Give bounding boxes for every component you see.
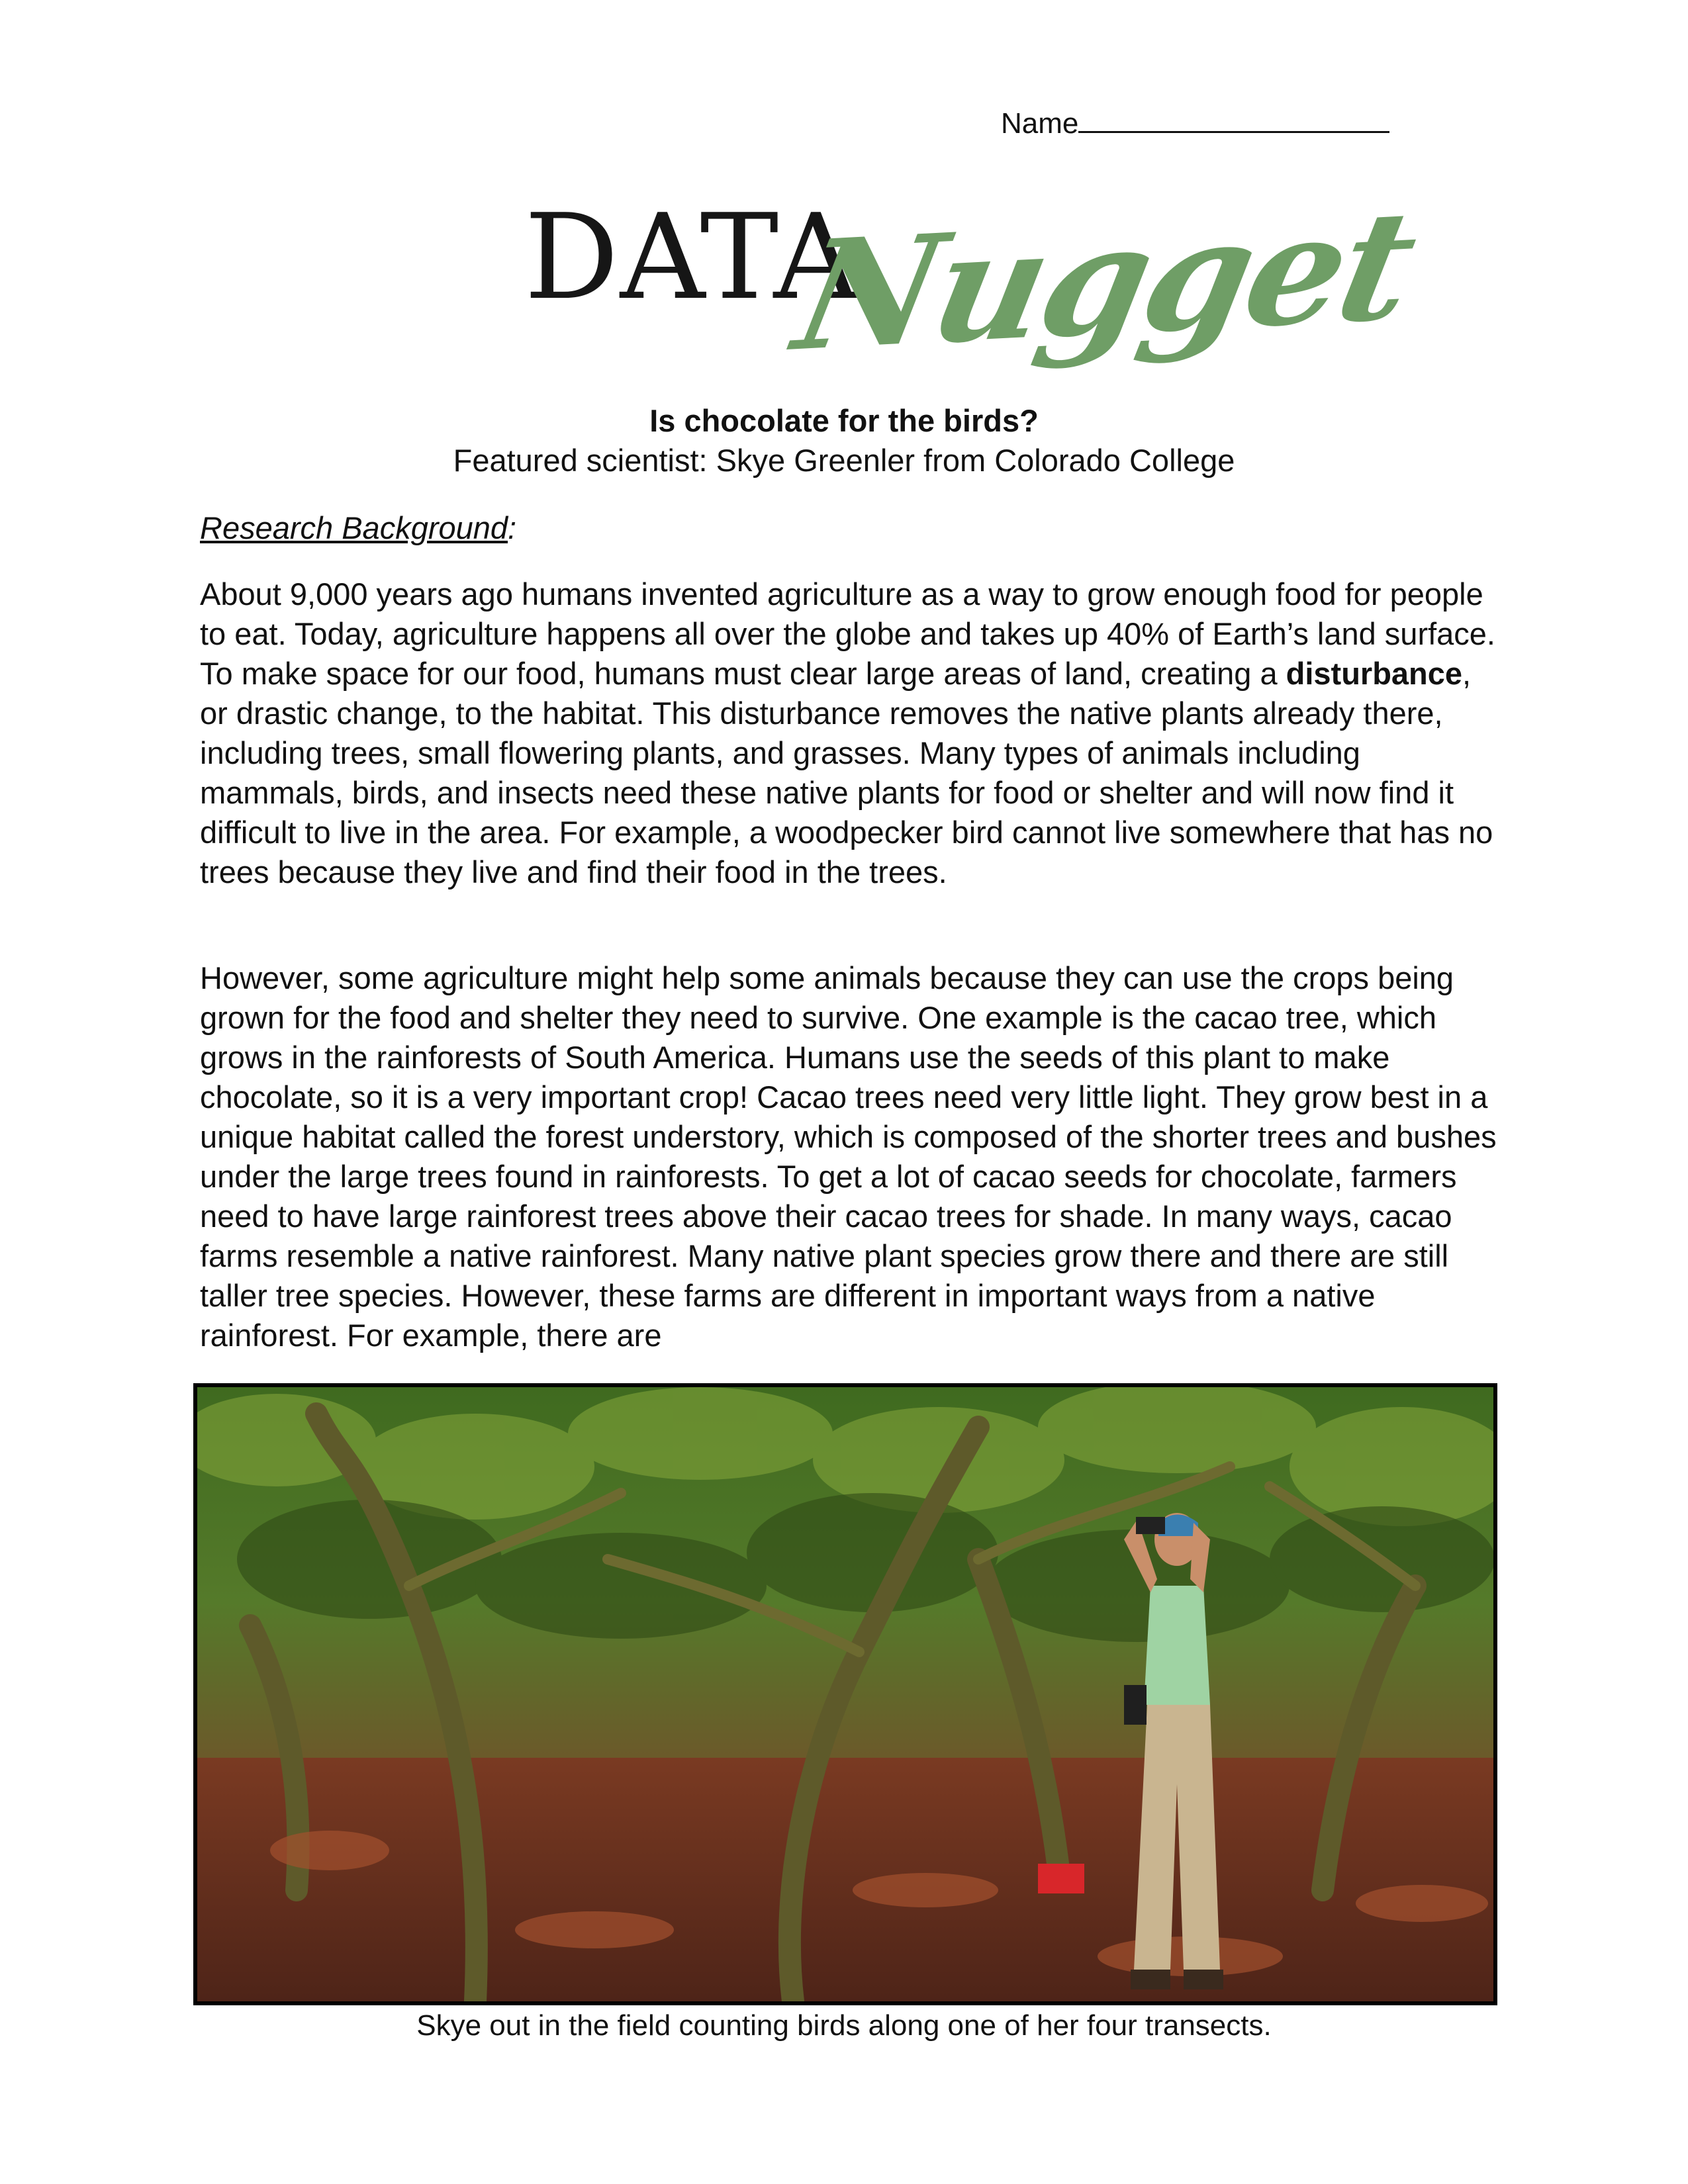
section-heading-text: Research Background [200,510,508,545]
paragraph-1-part-2: , or drastic change, to the habitat. This disturbance removes the native plants already there, including trees, small flowering plants, and grasses. Many types of animals including mammals, birds, and insects need these native plants for food or shelter and will now find it difficult to live in the area. For example, a woodpecker bird cannot live somewhere that has no trees because they live and find their food in the trees. [200,656,1493,889]
section-heading-colon: : [508,510,517,545]
photo-caption: Skye out in the field counting birds along one of her four transects. [416,2009,1272,2042]
section-heading [200,510,516,546]
data-nugget-logo [516,176,1427,404]
name-field [1001,105,1389,140]
paragraph-1-part-1: About 9,000 years ago humans invented agriculture as a way to grow enough food for people to eat. Today, agriculture happens all over the globe and takes up 40% of Earth’s land surface. To make space for our food, humans must clear large areas of land, creating a [200,576,1495,691]
name-label: Name [1001,107,1079,140]
paragraph-1 [200,574,1497,892]
logo-word-nugget: Nugget [783,176,1427,385]
field-photo-illustration [197,1387,1493,2001]
featured-scientist: Featured scientist: Skye Greenler from Colorado College [453,443,1235,478]
document-title: Is chocolate for the birds? [649,403,1039,438]
name-blank-line [1078,105,1389,133]
logo-word-data: DATA [524,189,861,326]
term-disturbance: disturbance [1286,656,1463,691]
paragraph-2: However, some agriculture might help some animals because they can use the crops being grown for the food and shelter they need to survive. One example is the cacao tree, which grows in the rainforests of South America. Humans use the seeds of this plant to make chocolate, so it is a very important crop! Cacao trees need very little light. They grow best in a unique habitat called the forest understory, which is composed of the shorter trees and bushes under the large trees found in rainforests. To get a lot of cacao seeds for chocolate, farmers need to have large rainforest trees above their cacao trees for shade. In many ways, cacao farms resemble a native rainforest. Many native plant species grow there and there are still taller tree species. However, these farms are different in important ways from a native rainforest. For example, there are [200,960,1497,1353]
field-photo [193,1383,1497,2005]
